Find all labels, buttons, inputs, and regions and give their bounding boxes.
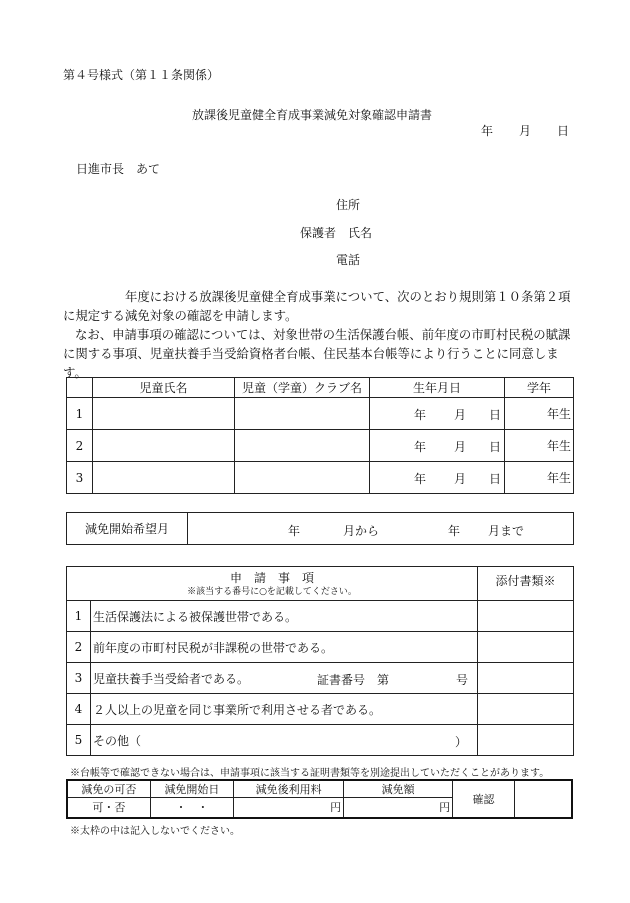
header-birthdate: 生年月日 [370, 378, 505, 398]
header-reduction-amount: 減免額 [344, 780, 453, 798]
birthdate-cell[interactable] [370, 398, 505, 430]
header-child-name: 児童氏名 [93, 378, 235, 398]
date-day-label: 日 [557, 124, 570, 138]
child-name-cell[interactable] [93, 462, 235, 494]
item-text: ２人以上の児童を同じ事業所で利用させる者である。 [91, 694, 478, 725]
approval-value: 可・否 [67, 798, 150, 818]
to-year-label: 年 [448, 524, 461, 538]
para2-line2: に関する事項、児童扶養手当受給資格者台帳、住民基本台帳等により行うことに同意します。 [63, 346, 559, 380]
item-text: その他（ [93, 733, 142, 748]
children-table-header [67, 378, 574, 398]
fee-unit: 円 [234, 798, 344, 818]
birth-year-label: 年 [414, 472, 427, 486]
item-text-cell[interactable] [91, 725, 478, 756]
form-number: 第４号様式（第１１条関係） [63, 68, 220, 82]
header-no [67, 378, 93, 398]
grade-cell[interactable] [505, 430, 574, 462]
item-text-cell[interactable] [91, 663, 478, 694]
date-month-label: 月 [519, 124, 532, 138]
children-table [66, 377, 574, 494]
para1-line2: に規定する減免対象の確認を申請します。 [63, 308, 298, 323]
row-number: 1 [67, 398, 93, 430]
header-grade: 学年 [505, 378, 574, 398]
child-name-cell[interactable] [93, 430, 235, 462]
attachment-cell[interactable] [478, 694, 574, 725]
table-row [67, 725, 574, 756]
birthdate-cell[interactable] [370, 430, 505, 462]
application-table [66, 566, 574, 756]
start-date-value: ・ ・ [150, 798, 233, 818]
certificate-number-suffix: 号 [456, 673, 469, 687]
item-text: 児童扶養手当受給者である。 [93, 671, 250, 686]
item-number: 3 [67, 663, 91, 694]
birth-month-label: 月 [454, 472, 467, 486]
addressee: 日進市長 あて [76, 162, 161, 176]
office-use-table [66, 779, 573, 819]
birth-year-label: 年 [414, 408, 427, 422]
item-number: 5 [67, 725, 91, 756]
from-year-label: 年 [288, 524, 301, 538]
para2-line1: なお、申請事項の確認については、対象世帯の生活保護台帳、前年度の市町村民税の賦課 [75, 327, 571, 342]
birth-month-label: 月 [454, 408, 467, 422]
table-row [67, 462, 574, 494]
table-row [67, 430, 574, 462]
item-number: 2 [67, 632, 91, 663]
attachment-cell[interactable] [478, 663, 574, 694]
item-text: 生活保護法による被保護世帯である。 [91, 601, 478, 632]
item-number: 1 [67, 601, 91, 632]
child-name-cell[interactable] [93, 398, 235, 430]
table-row [67, 601, 574, 632]
club-name-cell[interactable] [235, 430, 370, 462]
row-number: 3 [67, 462, 93, 494]
application-heading-cell [67, 567, 478, 601]
table-row [67, 398, 574, 430]
header-fee-after: 減免後利用料 [234, 780, 344, 798]
application-note: ※台帳等で確認できない場合は、申請事項に該当する証明書類等を別途提出していただくことがあります。 [70, 768, 550, 779]
grade-suffix: 年生 [546, 407, 571, 421]
birth-year-label: 年 [414, 440, 427, 454]
birth-month-label: 月 [454, 440, 467, 454]
application-heading: 申 請 事 項 [230, 570, 315, 585]
to-month-label: 月まで [488, 524, 525, 538]
club-name-cell[interactable] [235, 398, 370, 430]
grade-cell[interactable] [505, 462, 574, 494]
document-title: 放課後児童健全育成事業減免対象確認申請書 [192, 108, 433, 122]
period-label: 減免開始希望月 [67, 513, 188, 545]
grade-suffix: 年生 [546, 471, 571, 485]
confirm-label: 確認 [453, 780, 515, 818]
item-text: 前年度の市町村民税が非課税の世帯である。 [91, 632, 478, 663]
attachments-label: 添付書類※ [478, 567, 574, 601]
phone-label: 電話 [336, 253, 361, 267]
certificate-number-label: 証書番号 第 [317, 673, 390, 687]
para1-line1: 年度における放課後児童健全育成事業について、次のとおり規則第１０条第２項 [125, 289, 571, 304]
birth-day-label: 日 [489, 440, 502, 454]
birth-day-label: 日 [489, 472, 502, 486]
application-subheading: ※該当する番号に○を記載してください。 [187, 586, 357, 597]
table-row [67, 694, 574, 725]
header-start-date: 減免開始日 [150, 780, 233, 798]
consent-text [63, 287, 575, 382]
table-row [67, 663, 574, 694]
guardian-name-label: 保護者 氏名 [300, 226, 373, 240]
attachment-cell[interactable] [478, 601, 574, 632]
row-number: 2 [67, 430, 93, 462]
confirm-cell[interactable] [514, 780, 572, 818]
club-name-cell[interactable] [235, 462, 370, 494]
grade-cell[interactable] [505, 398, 574, 430]
item-number: 4 [67, 694, 91, 725]
date-year-label: 年 [481, 124, 494, 138]
attachment-cell[interactable] [478, 632, 574, 663]
other-close-paren: ） [455, 735, 468, 749]
amount-unit: 円 [344, 798, 453, 818]
header-club-name: 児童（学童）クラブ名 [235, 378, 370, 398]
office-note: ※太枠の中は記入しないでください。 [70, 826, 240, 837]
period-value-cell[interactable] [188, 513, 574, 545]
birth-day-label: 日 [489, 408, 502, 422]
address-label: 住所 [336, 198, 361, 212]
birthdate-cell[interactable] [370, 462, 505, 494]
attachment-cell[interactable] [478, 725, 574, 756]
grade-suffix: 年生 [546, 439, 571, 453]
period-table [66, 512, 574, 545]
from-month-label: 月から [343, 524, 380, 538]
header-approval: 減免の可否 [67, 780, 150, 798]
table-row [67, 632, 574, 663]
